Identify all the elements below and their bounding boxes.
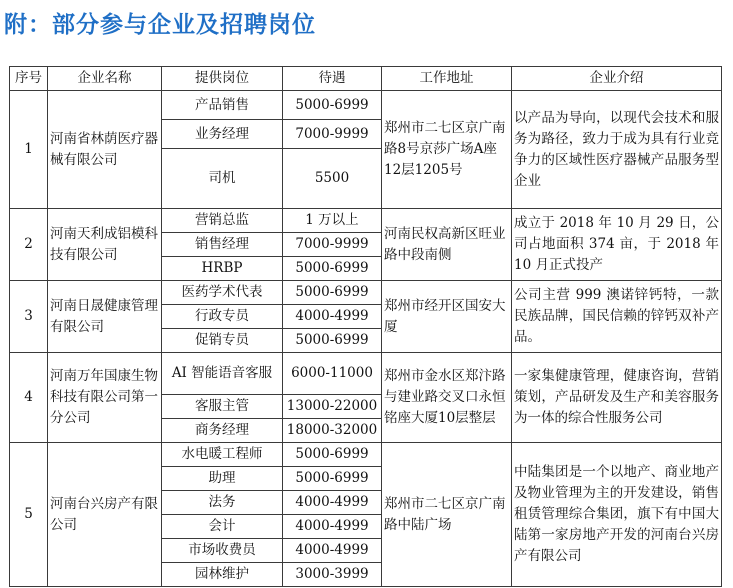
table-row	[10, 353, 722, 395]
job-position: 法务	[162, 491, 283, 515]
job-position: 市场收费员	[162, 539, 283, 563]
job-position: 水电暖工程师	[162, 443, 283, 467]
company-address: 郑州市二七区京广南路中陆广场	[382, 443, 512, 587]
job-salary: 5000-6999	[283, 329, 382, 353]
job-salary: 5500	[283, 149, 382, 209]
header-salary: 待遇	[283, 67, 382, 91]
job-salary: 6000-11000	[283, 353, 382, 395]
job-position: 业务经理	[162, 120, 283, 149]
company-address: 郑州市二七区京广南路8号京莎广场A座12层1205号	[382, 91, 512, 209]
company-address: 郑州市经开区国安大厦	[382, 281, 512, 353]
header-no: 序号	[10, 67, 48, 91]
company-name: 河南天利成铝模科技有限公司	[48, 209, 162, 281]
table-row	[10, 91, 722, 120]
job-salary: 5000-6999	[283, 257, 382, 281]
job-salary: 7000-9999	[283, 233, 382, 257]
company-no: 1	[10, 91, 48, 209]
table-row	[10, 209, 722, 233]
job-salary: 4000-4999	[283, 539, 382, 563]
company-name: 河南省林荫医疗器械有限公司	[48, 91, 162, 209]
job-salary: 13000-22000	[283, 395, 382, 419]
job-salary: 4000-4999	[283, 515, 382, 539]
company-name: 河南万年国康生物科技有限公司第一分公司	[48, 353, 162, 443]
company-name: 河南日晟健康管理有限公司	[48, 281, 162, 353]
company-no: 4	[10, 353, 48, 443]
job-position: HRBP	[162, 257, 283, 281]
job-position: 商务经理	[162, 419, 283, 443]
job-salary: 5000-6999	[283, 467, 382, 491]
job-position: 会计	[162, 515, 283, 539]
job-position: 医药学术代表	[162, 281, 283, 305]
header-position: 提供岗位	[162, 67, 283, 91]
job-position: 促销专员	[162, 329, 283, 353]
company-intro: 公司主营 999 澳诺锌钙特，一款民族品牌，国民信赖的锌钙双补产品。	[512, 281, 722, 353]
header-address: 工作地址	[382, 67, 512, 91]
company-no: 2	[10, 209, 48, 281]
job-salary: 7000-9999	[283, 120, 382, 149]
recruitment-table	[9, 66, 722, 587]
table-header-row	[10, 67, 722, 91]
job-salary: 5000-6999	[283, 281, 382, 305]
job-position: 园林维护	[162, 563, 283, 587]
job-position: 行政专员	[162, 305, 283, 329]
company-address: 河南民权高新区旺业路中段南侧	[382, 209, 512, 281]
job-salary: 3000-3999	[283, 563, 382, 587]
job-salary: 5000-6999	[283, 91, 382, 120]
company-no: 5	[10, 443, 48, 587]
company-name: 河南台兴房产有限公司	[48, 443, 162, 587]
job-position: 产品销售	[162, 91, 283, 120]
header-intro: 企业介绍	[512, 67, 722, 91]
job-position: 销售经理	[162, 233, 283, 257]
job-position: 助理	[162, 467, 283, 491]
table-row	[10, 443, 722, 467]
job-salary: 4000-4999	[283, 491, 382, 515]
job-salary: 1 万以上	[283, 209, 382, 233]
job-salary: 4000-4999	[283, 305, 382, 329]
company-intro: 以产品为导向，以现代会技术和服务为路径，致力于成为具有行业竞争力的区域性医疗器械产品服务型企业	[512, 91, 722, 209]
company-address: 郑州市金水区郑汴路与建业路交叉口永恒铭座大厦10层整层	[382, 353, 512, 443]
company-intro: 中陆集团是一个以地产、商业地产及物业管理为主的开发建设，销售租赁管理综合集团，旗下有中国大陆第一家房地产开发的河南台兴房产有限公司	[512, 443, 722, 587]
job-salary: 5000-6999	[283, 443, 382, 467]
page-title: 附：部分参与企业及招聘岗位	[4, 12, 316, 38]
job-position: 营销总监	[162, 209, 283, 233]
job-position: 客服主管	[162, 395, 283, 419]
job-salary: 18000-32000	[283, 419, 382, 443]
company-no: 3	[10, 281, 48, 353]
job-position: 司机	[162, 149, 283, 209]
company-intro: 一家集健康管理，健康咨询，营销策划，产品研发及生产和美容服务为一体的综合性服务公司	[512, 353, 722, 443]
job-position: AI 智能语音客服	[162, 353, 283, 395]
company-intro: 成立于 2018 年 10 月 29 日，公司占地面积 374 亩，于 2018 年 10 月正式投产	[512, 209, 722, 281]
header-company: 企业名称	[48, 67, 162, 91]
table-row	[10, 281, 722, 305]
